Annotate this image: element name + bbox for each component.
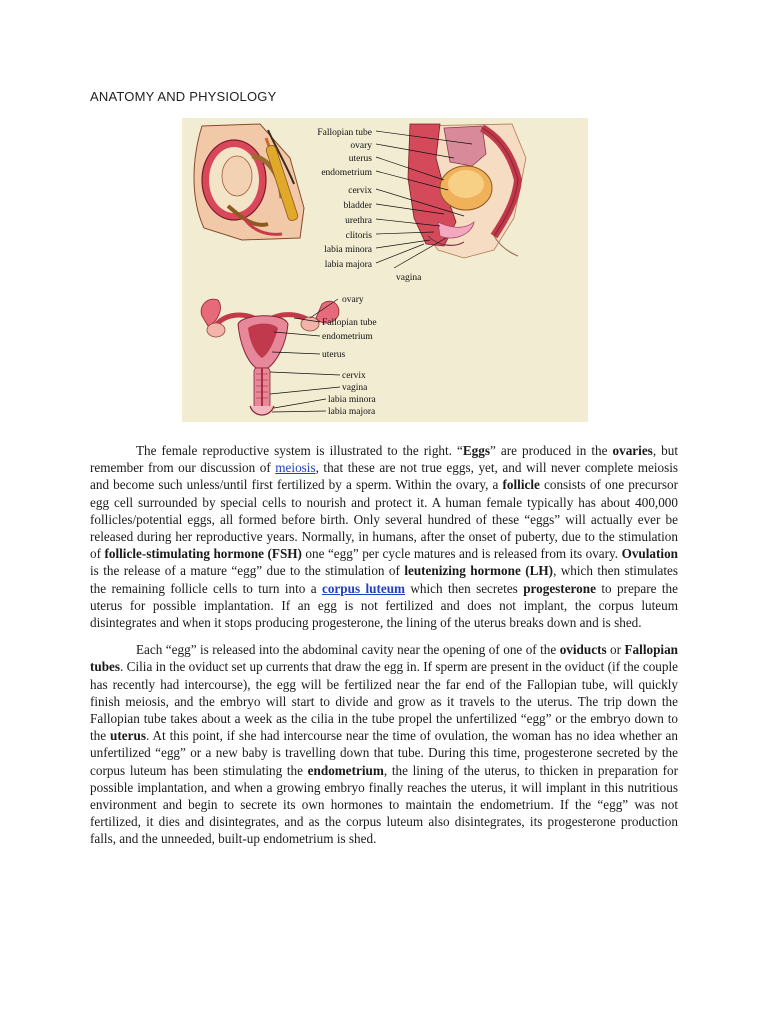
- label-front-labia-majora: labia majora: [328, 407, 376, 417]
- text-segment: to prepare the uterus for possible implantation. If an egg is not fertilized and does not implant, the corpus luteum disintegrates and when it stops producing progesterone, the lining of the uterus breaks down and is shed.: [90, 580, 678, 631]
- term-ovulation: Ovulation: [621, 546, 679, 562]
- corpus-luteum-link[interactable]: corpus luteum: [321, 580, 406, 596]
- paragraph-reproductive-system: [90, 442, 678, 631]
- label-ovary: ovary: [350, 141, 372, 151]
- text-segment: which then secretes: [405, 580, 524, 596]
- text-segment: , which then stimulates the remaining follicle cells to turn into a: [90, 563, 678, 596]
- front-view-drawing: [201, 299, 339, 415]
- term-progesterone: progesterone: [523, 580, 596, 596]
- label-front-cervix: cervix: [342, 371, 366, 381]
- text-segment: is the release of a mature “egg” due to the stimulation of: [90, 563, 405, 579]
- label-uterus: uterus: [348, 154, 372, 164]
- text-segment: . Cilia in the oviduct set up currents that draw the egg in. If sperm are present in the oviduct (if the couple has recently had intercourse), the egg will be fertilized near the far end of the Fallopian tube, will quickly finish meiosis, and the embryo will start to divide and grow as it travels to the uterus. The trip down the Fallopian tube takes about a week as the cilia in the tube propel the unfertilized “egg” or the embryo down to the: [90, 659, 678, 744]
- label-endometrium: endometrium: [321, 168, 372, 178]
- term-lh: leutenizing hormone (LH): [404, 563, 554, 579]
- paragraph-egg-release: [90, 641, 678, 847]
- label-urethra: urethra: [345, 216, 372, 226]
- term-oviducts: oviducts: [559, 642, 607, 658]
- text-segment: . At this point, if she had intercourse near the time of ovulation, the woman has no idea whether an unfertilized “egg” or a new baby is travelling down that tube. During this time, progesterone secreted by the corpus luteum has been stimulating the: [90, 728, 678, 778]
- page-heading: ANATOMY AND PHYSIOLOGY: [90, 89, 277, 104]
- text-segment: , that these are not true eggs, yet, and will never complete meiosis and become such unless/until first fertilized by a sperm. Within the ovary, a: [90, 460, 679, 493]
- term-ovaries: ovaries: [612, 443, 653, 458]
- text-segment: The female reproductive system is illustrated to the right. “: [136, 443, 463, 458]
- label-labia-minora: labia minora: [324, 245, 372, 255]
- term-uterus: uterus: [110, 728, 146, 744]
- label-cervix: cervix: [348, 186, 372, 196]
- text-segment: , the lining of the uterus, to thicken in preparation for possible implantation, and when a growing embryo finally reaches the uterus, it will implant in this nutritious environment and begin to secrete its own hormones to maintain the endometrium. If the “egg” was not fertilized, it dies and disintegrates, and as the corpus luteum also disintegrates, its progesterone production falls, and the unneeded, built-up endometrium is shed.: [90, 762, 678, 847]
- text-segment: consists of one precursor egg cell surrounded by special cells to nourish and protect it. A human female typically has about 400,000 follicles/potential eggs, all formed before birth. Only several hundred of these “eggs” will actually ever be released during her reproductive years. Normally, in humans, after the onset of puberty, due to the stimulation of: [90, 477, 678, 562]
- side-view-drawing: [408, 124, 526, 258]
- term-follicle: follicle: [502, 477, 540, 493]
- pregnancy-section-drawing: [194, 124, 304, 240]
- text-segment: one “egg” per cycle matures and is released from its ovary.: [301, 546, 622, 562]
- label-clitoris: clitoris: [345, 231, 372, 241]
- reproductive-anatomy-figure: [182, 118, 588, 422]
- text-segment: , but remember from our discussion of: [90, 443, 678, 476]
- meiosis-link[interactable]: meiosis: [275, 460, 316, 476]
- label-vagina: vagina: [396, 273, 422, 283]
- label-front-ovary: ovary: [342, 295, 364, 305]
- label-front-labia-minora: labia minora: [328, 395, 376, 405]
- label-fallopian-tube: Fallopian tube: [317, 128, 372, 138]
- label-labia-majora: labia majora: [324, 260, 372, 270]
- term-endometrium: endometrium: [307, 762, 384, 778]
- text-segment: ” are produced in the: [489, 443, 613, 458]
- label-front-endometrium: endometrium: [322, 332, 373, 342]
- text-segment: or: [606, 642, 625, 658]
- label-front-uterus: uterus: [322, 350, 346, 360]
- term-fallopian-tubes: Fallopian tubes: [90, 642, 678, 675]
- label-front-vagina: vagina: [342, 383, 368, 393]
- body-text: [90, 442, 678, 858]
- text-segment: Each “egg” is released into the abdominal cavity near the opening of one of the: [136, 642, 560, 658]
- term-fsh: follicle-stimulating hormone (FSH): [104, 546, 302, 562]
- term-eggs: Eggs: [462, 443, 490, 458]
- anatomy-illustration: [182, 118, 588, 422]
- label-bladder: bladder: [343, 201, 372, 211]
- label-front-fallopian-tube: Fallopian tube: [322, 318, 377, 328]
